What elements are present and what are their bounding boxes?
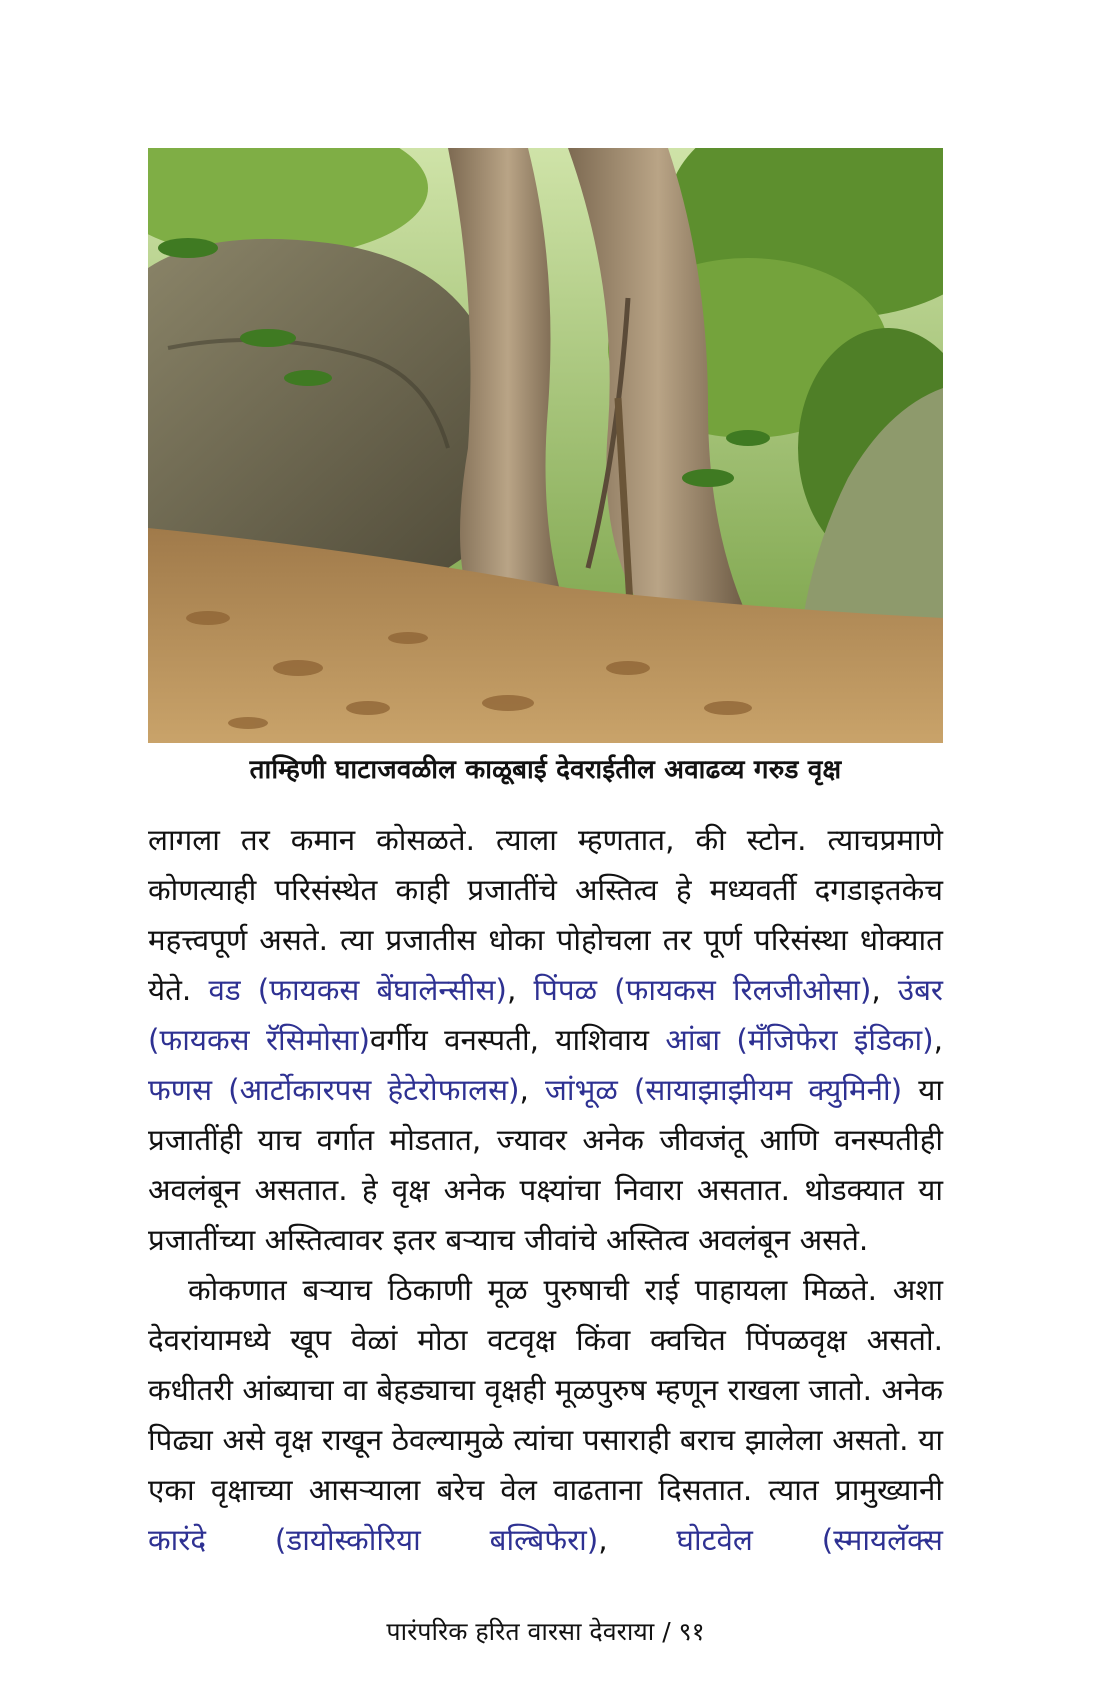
body-text: [148, 815, 943, 1565]
scientific-name-phanas: फणस (आर्टोकारपस हेटेरोफालस): [148, 1073, 520, 1107]
scientific-name-umbar: उंबर (फायकस रॅसिमोसा): [148, 973, 943, 1057]
paragraph-1-text-5: ,: [933, 1023, 943, 1057]
paragraph-2-text-1: कोकणात बऱ्याच ठिकाणी मूळ पुरुषाची राई पाहायला मिळते. अशा देवरांयामध्ये खूप वेळां मोठा वटवृक्ष किंवा क्वचित पिंपळवृक्ष असतो. कधीतरी आंब्याचा वा बेहड्याचा वृक्षही मूळपुरुष म्हणून राखला जातो. अनेक पिढ्या असे वृक्ष राखून ठेवल्यामुळे त्यांचा पसाराही बराच झालेला असतो. या एका वृक्षाच्या आसऱ्याला बरेच वेल वाढताना दिसतात. त्यात प्रामुख्यानी: [148, 1273, 943, 1507]
scientific-name-amba: आंबा (मँजिफेरा इंडिका): [665, 1023, 934, 1057]
paragraph-2: [148, 1265, 943, 1565]
scientific-name-pimpal: पिंपळ (फायकस रिलजीओसा): [533, 973, 872, 1007]
scientific-name-ghotvel: घोटवेल (स्मायलॅक्स: [676, 1523, 943, 1557]
paragraph-1-text-6: ,: [519, 1073, 546, 1107]
paragraph-1-text-3: ,: [871, 973, 898, 1007]
scientific-name-karande: कारंदे (डायोस्कोरिया बल्बिफेरा): [148, 1523, 599, 1557]
page-footer: पारंपरिक हरित वारसा देवराया / ९१: [386, 1617, 705, 1646]
paragraph-1-text-2: ,: [506, 973, 534, 1007]
paragraph-2-text-2: ,: [598, 1523, 677, 1557]
paragraph-1-text-7: या प्रजातींही याच वर्गात मोडतात, ज्यावर अनेक जीवजंतू आणि वनस्पतीही अवलंबून असतात. हे वृक्ष अनेक पक्ष्यांचा निवारा असतात. थोडक्यात या प्रजातींच्या अस्तित्वावर इतर बऱ्याच जीवांचे अस्तित्व अवलंबून असते.: [148, 1073, 944, 1257]
scientific-name-jambhul: जांभूळ (सायाझाझीयम क्युमिनी): [545, 1073, 903, 1107]
forest-photo: [148, 148, 943, 743]
scientific-name-vad: वड (फायकस बेंघालेन्सीस): [208, 973, 507, 1007]
paragraph-1: [148, 815, 943, 1265]
paragraph-1-text-1: लागला तर कमान कोसळते. त्याला म्हणतात, की स्टोन. त्याचप्रमाणे कोणत्याही परिसंस्थेत काही प्रजातींचे अस्तित्व हे मध्यवर्ती दगडाइतकेच महत्त्वपूर्ण असते. त्या प्रजातीस धोका पोहोचला तर पूर्ण परिसंस्था धोक्यात येते.: [148, 823, 943, 1007]
paragraph-1-text-4: वर्गीय वनस्पती, याशिवाय: [370, 1023, 666, 1057]
forest-photo-illustration: [148, 148, 943, 743]
photo-caption: ताम्हिणी घाटाजवळील काळूबाई देवराईतील अवाढव्य गरुड वृक्ष: [249, 755, 842, 785]
